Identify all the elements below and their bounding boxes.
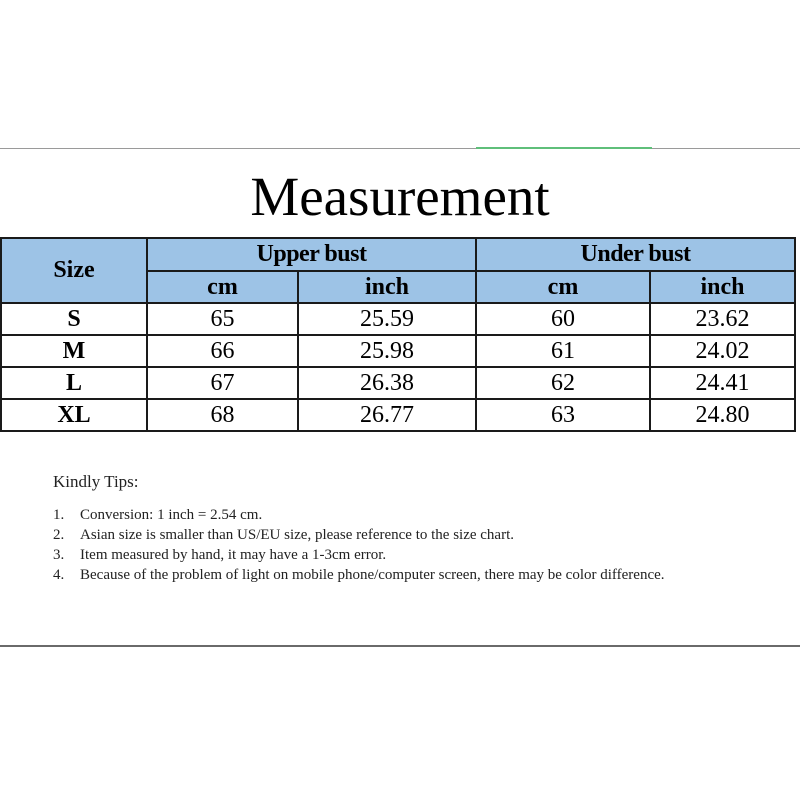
under-bust-inch: 24.02 xyxy=(650,335,795,367)
upper-bust-cm: 67 xyxy=(147,367,298,399)
top-accent-line xyxy=(476,147,652,149)
size-chart-table xyxy=(0,237,796,432)
size-label: XL xyxy=(1,399,147,431)
tip-text: Asian size is smaller than US/EU size, please reference to the size chart. xyxy=(80,527,514,543)
upper-bust-inch: 26.38 xyxy=(298,367,476,399)
size-label: L xyxy=(1,367,147,399)
table-row xyxy=(1,335,795,367)
tip-text: Item measured by hand, it may have a 1-3cm error. xyxy=(80,547,387,563)
upper-bust-cm: 66 xyxy=(147,335,298,367)
unit-header-inch: inch xyxy=(298,271,476,303)
under-bust-cm: 60 xyxy=(476,303,650,335)
upper-bust-header: Upper bust xyxy=(147,238,476,271)
tip-text: Because of the problem of light on mobile phone/computer screen, there may be color difference. xyxy=(80,567,665,583)
upper-bust-inch: 25.98 xyxy=(298,335,476,367)
unit-header-inch: inch xyxy=(650,271,795,303)
tip-item xyxy=(53,565,733,585)
under-bust-header: Under bust xyxy=(476,238,795,271)
upper-bust-cm: 65 xyxy=(147,303,298,335)
upper-bust-inch: 26.77 xyxy=(298,399,476,431)
upper-bust-cm: 68 xyxy=(147,399,298,431)
bottom-divider xyxy=(0,645,800,647)
under-bust-inch: 24.80 xyxy=(650,399,795,431)
tip-text: Conversion: 1 inch = 2.54 cm. xyxy=(80,507,263,523)
tip-number: 4. xyxy=(53,567,65,583)
kindly-tips xyxy=(53,472,733,585)
size-label: M xyxy=(1,335,147,367)
table-row xyxy=(1,367,795,399)
under-bust-cm: 62 xyxy=(476,367,650,399)
tip-number: 2. xyxy=(53,527,65,543)
table-row xyxy=(1,399,795,431)
upper-bust-inch: 25.59 xyxy=(298,303,476,335)
unit-header-cm: cm xyxy=(476,271,650,303)
under-bust-cm: 61 xyxy=(476,335,650,367)
top-divider xyxy=(0,148,800,149)
table-row xyxy=(1,303,795,335)
tip-item xyxy=(53,545,733,565)
unit-header-cm: cm xyxy=(147,271,298,303)
under-bust-inch: 23.62 xyxy=(650,303,795,335)
tip-item xyxy=(53,525,733,545)
size-header: Size xyxy=(1,238,147,303)
group-header-row xyxy=(1,238,795,271)
tip-item xyxy=(53,505,733,525)
tips-title: Kindly Tips: xyxy=(53,472,139,491)
page-title: Measurement xyxy=(250,166,550,227)
under-bust-cm: 63 xyxy=(476,399,650,431)
tip-number: 3. xyxy=(53,547,65,563)
under-bust-inch: 24.41 xyxy=(650,367,795,399)
tip-number: 1. xyxy=(53,507,65,523)
size-label: S xyxy=(1,303,147,335)
